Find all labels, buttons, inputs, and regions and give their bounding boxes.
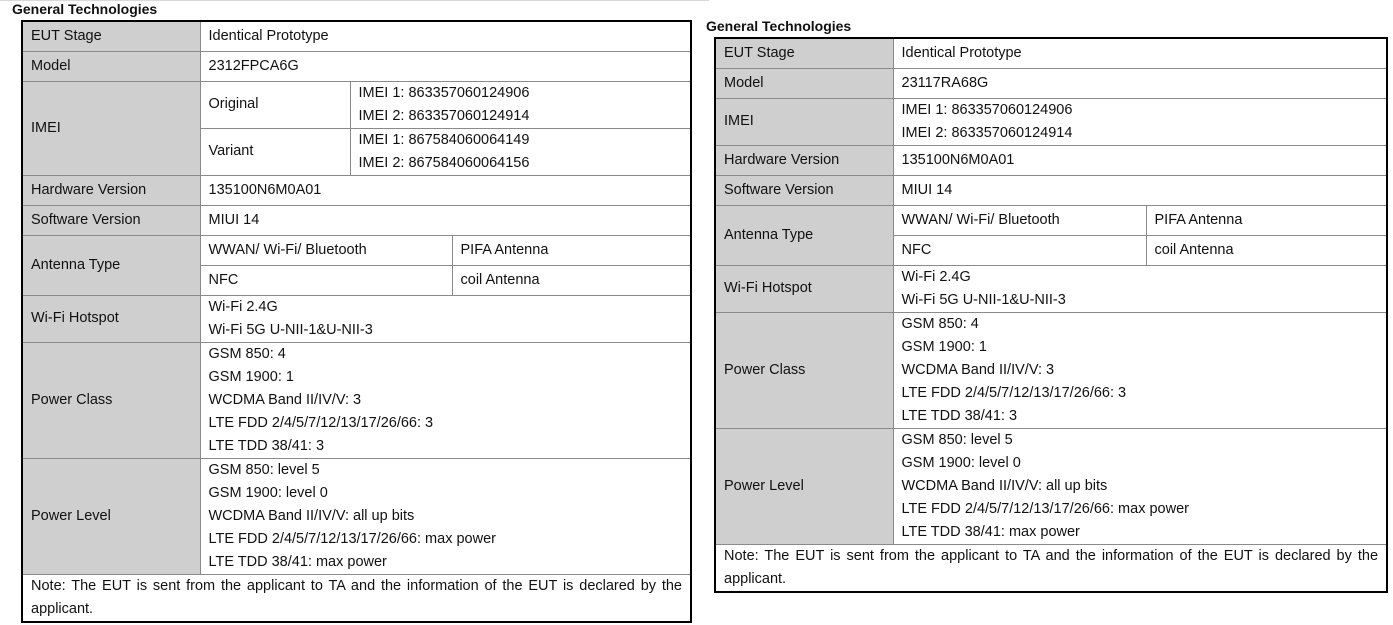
antenna-type: coil Antenna (1146, 235, 1387, 265)
power-class-line: GSM 1900: 1 (208, 368, 294, 385)
hotspot-line: Wi-Fi 2.4G (208, 298, 278, 315)
power-level-line: GSM 1900: level 0 (901, 454, 1021, 471)
eut-stage-label: EUT Stage (715, 38, 893, 68)
row-power-level (22, 458, 691, 574)
row-antenna-1 (22, 235, 691, 265)
row-eut-stage (22, 21, 691, 51)
row-model (715, 68, 1387, 98)
section-heading: General Technologies (706, 18, 852, 34)
antenna-type: coil Antenna (452, 265, 691, 295)
hotspot-line: Wi-Fi 5G U-NII-1&U-NII-3 (901, 291, 1066, 308)
imei-line: IMEI 1: 863357060124906 (358, 84, 530, 101)
power-class-line: LTE FDD 2/4/5/7/12/13/17/26/66: 3 (208, 414, 434, 431)
hotspot-label: Wi-Fi Hotspot (715, 265, 893, 312)
power-level-line: GSM 850: level 5 (208, 461, 320, 478)
spec-table (21, 20, 692, 623)
imei-label: IMEI (22, 81, 200, 175)
software-value: MIUI 14 (893, 175, 1387, 205)
row-power-class (22, 342, 691, 458)
model-value: 23117RA68G (893, 68, 1387, 98)
power-level-label: Power Level (715, 428, 893, 544)
power-class-line: LTE TDD 38/41: 3 (208, 437, 325, 454)
power-class-value (893, 312, 1387, 428)
row-antenna-1 (715, 205, 1387, 235)
row-power-class (715, 312, 1387, 428)
power-level-line: LTE FDD 2/4/5/7/12/13/17/26/66: max power (901, 500, 1189, 517)
power-class-line: GSM 850: 4 (208, 345, 286, 362)
hardware-label: Hardware Version (715, 145, 893, 175)
row-hotspot (715, 265, 1387, 312)
row-imei (715, 98, 1387, 145)
power-level-line: GSM 850: level 5 (901, 431, 1013, 448)
antenna-label: Antenna Type (22, 235, 200, 295)
power-level-label: Power Level (22, 458, 200, 574)
imei-line: IMEI 1: 867584060064149 (358, 131, 530, 148)
power-class-value (200, 342, 691, 458)
power-class-line: GSM 850: 4 (901, 315, 979, 332)
antenna-tech: WWAN/ Wi-Fi/ Bluetooth (893, 205, 1146, 235)
power-class-line: LTE FDD 2/4/5/7/12/13/17/26/66: 3 (901, 384, 1127, 401)
hotspot-line: Wi-Fi 2.4G (901, 268, 971, 285)
imei-line: IMEI 2: 863357060124914 (901, 124, 1073, 141)
power-level-line: LTE FDD 2/4/5/7/12/13/17/26/66: max power (208, 530, 496, 547)
row-imei-original (22, 81, 691, 128)
model-label: Model (22, 51, 200, 81)
imei-value (893, 98, 1387, 145)
software-value: MIUI 14 (200, 205, 691, 235)
power-class-line: WCDMA Band II/IV/V: 3 (901, 361, 1055, 378)
antenna-type: PIFA Antenna (452, 235, 691, 265)
power-class-line: WCDMA Band II/IV/V: 3 (208, 391, 362, 408)
imei-line: IMEI 2: 863357060124914 (358, 107, 530, 124)
hotspot-value (893, 265, 1387, 312)
hotspot-label: Wi-Fi Hotspot (22, 295, 200, 342)
row-software (22, 205, 691, 235)
power-class-label: Power Class (22, 342, 200, 458)
power-level-value (200, 458, 691, 574)
power-class-line: LTE TDD 38/41: 3 (901, 407, 1018, 424)
imei-variant-label: Variant (200, 128, 350, 175)
antenna-label: Antenna Type (715, 205, 893, 265)
power-level-line: GSM 1900: level 0 (208, 484, 328, 501)
model-value: 2312FPCA6G (200, 51, 691, 81)
eut-stage-value: Identical Prototype (200, 21, 691, 51)
row-software (715, 175, 1387, 205)
power-class-line: GSM 1900: 1 (901, 338, 987, 355)
note-text: Note: The EUT is sent from the applicant to TA and the information of the EUT is declared by the applicant. (715, 544, 1387, 592)
power-level-line: WCDMA Band II/IV/V: all up bits (208, 507, 415, 524)
imei-original-value (350, 81, 691, 128)
row-hardware (715, 145, 1387, 175)
eut-stage-label: EUT Stage (22, 21, 200, 51)
power-level-value (893, 428, 1387, 544)
power-level-line: LTE TDD 38/41: max power (901, 523, 1080, 540)
row-note (22, 574, 691, 622)
power-level-line: WCDMA Band II/IV/V: all up bits (901, 477, 1108, 494)
antenna-tech: WWAN/ Wi-Fi/ Bluetooth (200, 235, 452, 265)
imei-original-label: Original (200, 81, 350, 128)
model-label: Model (715, 68, 893, 98)
imei-line: IMEI 1: 863357060124906 (901, 101, 1073, 118)
hardware-value: 135100N6M0A01 (200, 175, 691, 205)
row-hotspot (22, 295, 691, 342)
hardware-label: Hardware Version (22, 175, 200, 205)
row-note (715, 544, 1387, 592)
eut-stage-value: Identical Prototype (893, 38, 1387, 68)
antenna-tech: NFC (893, 235, 1146, 265)
spec-table (714, 37, 1388, 593)
antenna-tech: NFC (200, 265, 452, 295)
power-level-line: LTE TDD 38/41: max power (208, 553, 387, 570)
row-hardware (22, 175, 691, 205)
row-eut-stage (715, 38, 1387, 68)
imei-line: IMEI 2: 867584060064156 (358, 154, 530, 171)
antenna-type: PIFA Antenna (1146, 205, 1387, 235)
power-class-label: Power Class (715, 312, 893, 428)
software-label: Software Version (715, 175, 893, 205)
right-spec-panel (704, 16, 1387, 596)
note-text: Note: The EUT is sent from the applicant to TA and the information of the EUT is declared by the applicant. (22, 574, 691, 622)
hotspot-value (200, 295, 691, 342)
software-label: Software Version (22, 205, 200, 235)
imei-variant-value (350, 128, 691, 175)
section-heading: General Technologies (12, 1, 158, 17)
hotspot-line: Wi-Fi 5G U-NII-1&U-NII-3 (208, 321, 373, 338)
imei-label: IMEI (715, 98, 893, 145)
row-power-level (715, 428, 1387, 544)
hardware-value: 135100N6M0A01 (893, 145, 1387, 175)
row-model (22, 51, 691, 81)
